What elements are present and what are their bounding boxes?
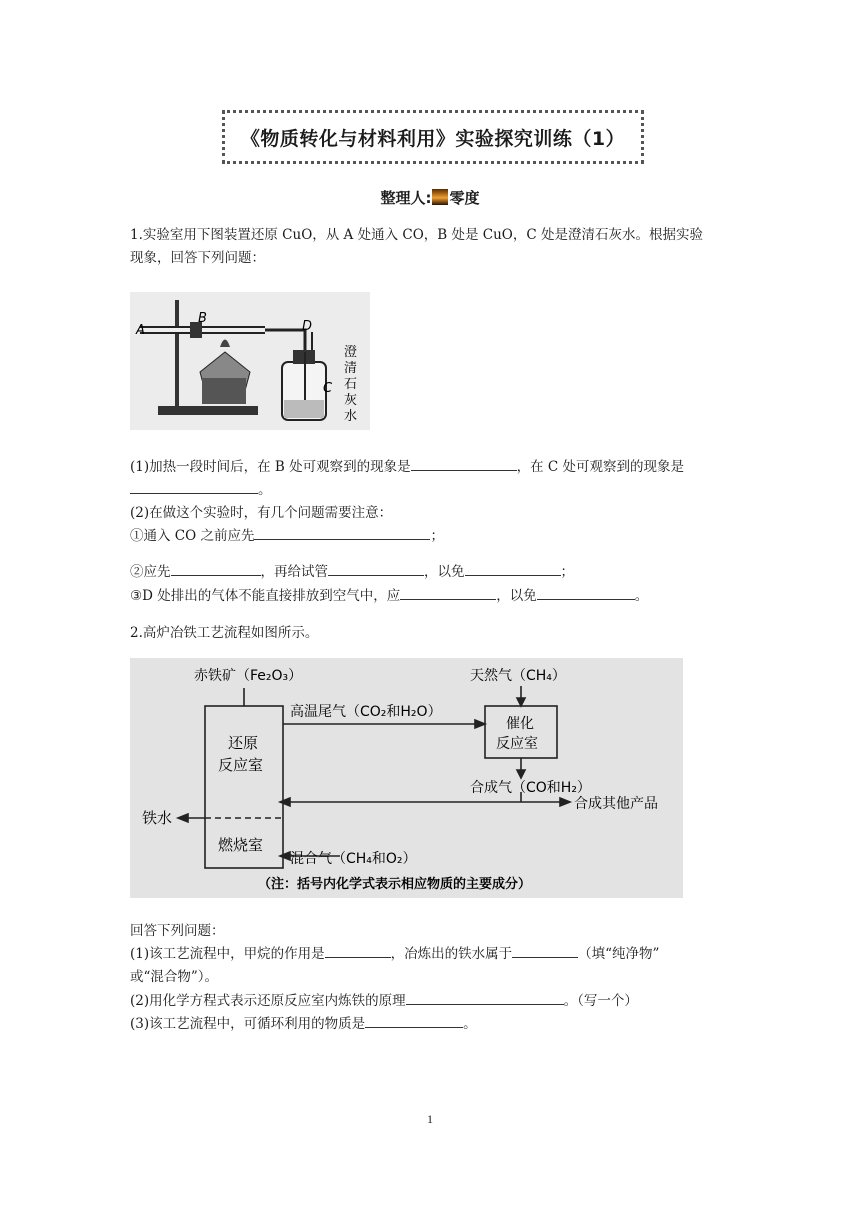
answer-blank[interactable] bbox=[365, 1013, 463, 1028]
catalytic-label-2: 反应室 bbox=[496, 736, 538, 752]
q2-part1-line2: 或“混合物”）。 bbox=[130, 969, 219, 985]
label-c: C bbox=[323, 381, 333, 396]
combustion-label: 燃烧室 bbox=[218, 836, 264, 854]
q1-intro-line2: 现象，回答下列问题： bbox=[130, 250, 265, 266]
document-title: 《物质转化与材料利用》实验探究训练（1） bbox=[222, 110, 644, 164]
reduction-label-1: 还原 bbox=[228, 734, 259, 752]
molten-iron-label: 铁水 bbox=[142, 809, 173, 827]
natural-gas-label: 天然气（CH₄） bbox=[470, 668, 566, 684]
q1-intro-line1: 1.实验室用下图装置还原 CuO，从 A 处通入 CO，B 处是 CuO，C 处是澄清石灰水。根据实验 bbox=[130, 227, 703, 243]
label-b: B bbox=[198, 311, 207, 326]
vlabel-0: 澄 bbox=[344, 345, 358, 360]
q1-apparatus-figure bbox=[130, 292, 370, 430]
reduction-label-2: 反应室 bbox=[218, 756, 264, 774]
diagram-note: （注：括号内化学式表示相应物质的主要成分） bbox=[258, 877, 532, 892]
q1-note2: ②应先 ，再给试管 ，以免 ； bbox=[130, 561, 574, 583]
answer-blank[interactable] bbox=[325, 943, 391, 958]
author-line: 整理人: 零度 bbox=[380, 189, 480, 207]
answer-blank[interactable] bbox=[130, 479, 258, 494]
q1-part2-line: (2)在做这个实验时，有几个问题需要注意： bbox=[130, 505, 393, 521]
answer-blank[interactable] bbox=[400, 585, 496, 600]
label-d: D bbox=[302, 319, 313, 334]
answer-blank[interactable] bbox=[171, 561, 261, 576]
mixed-gas-label: 混合气（CH₄和O₂） bbox=[290, 851, 417, 867]
answer-blank[interactable] bbox=[254, 525, 430, 540]
label-a: A bbox=[136, 323, 145, 338]
catalytic-label-1: 催化 bbox=[506, 716, 534, 732]
vlabel-2: 石 bbox=[344, 377, 358, 392]
vlabel-3: 灰 bbox=[344, 393, 358, 408]
answer-blank[interactable] bbox=[406, 990, 564, 1005]
q2-part1-line: (1)该工艺流程中，甲烷的作用是 ，冶炼出的铁水属于 （填“纯净物” bbox=[130, 943, 659, 965]
q2-intro: 2.高炉冶铁工艺流程如图所示。 bbox=[130, 625, 319, 641]
q2-part3-line: (3)该工艺流程中，可循环利用的物质是 。 bbox=[130, 1013, 477, 1035]
ore-label: 赤铁矿（Fe₂O₃） bbox=[194, 668, 303, 684]
q1-part1-line: (1)加热一段时间后，在 B 处可观察到的现象是 ，在 C 处可观察到的现象是 bbox=[130, 456, 684, 478]
vlabel-1: 清 bbox=[344, 361, 358, 376]
q2-flow-diagram bbox=[130, 658, 683, 898]
other-products-label: 合成其他产品 bbox=[574, 796, 658, 812]
answer-blank[interactable] bbox=[465, 561, 561, 576]
syngas-label: 合成气（CO和H₂） bbox=[470, 780, 591, 796]
answer-blank[interactable] bbox=[328, 561, 424, 576]
q1-note3: ③D 处排出的气体不能直接排放到空气中，应 ，以免 。 bbox=[130, 585, 648, 607]
answer-blank[interactable] bbox=[537, 585, 635, 600]
tail-gas-label: 高温尾气（CO₂和H₂O） bbox=[290, 704, 442, 720]
answer-blank[interactable] bbox=[512, 943, 578, 958]
q1-note1: ①通入 CO 之前应先 ； bbox=[130, 525, 444, 547]
q1-part1-line2: 。 bbox=[130, 479, 272, 501]
q2-answer-intro: 回答下列问题： bbox=[130, 923, 225, 939]
answer-blank[interactable] bbox=[411, 456, 517, 471]
q2-part2-line: (2)用化学方程式表示还原反应室内炼铁的原理 。（写一个） bbox=[130, 990, 638, 1012]
author-avatar-icon bbox=[432, 189, 448, 205]
vlabel-4: 水 bbox=[344, 409, 358, 424]
page-number: 1 bbox=[427, 1112, 433, 1126]
